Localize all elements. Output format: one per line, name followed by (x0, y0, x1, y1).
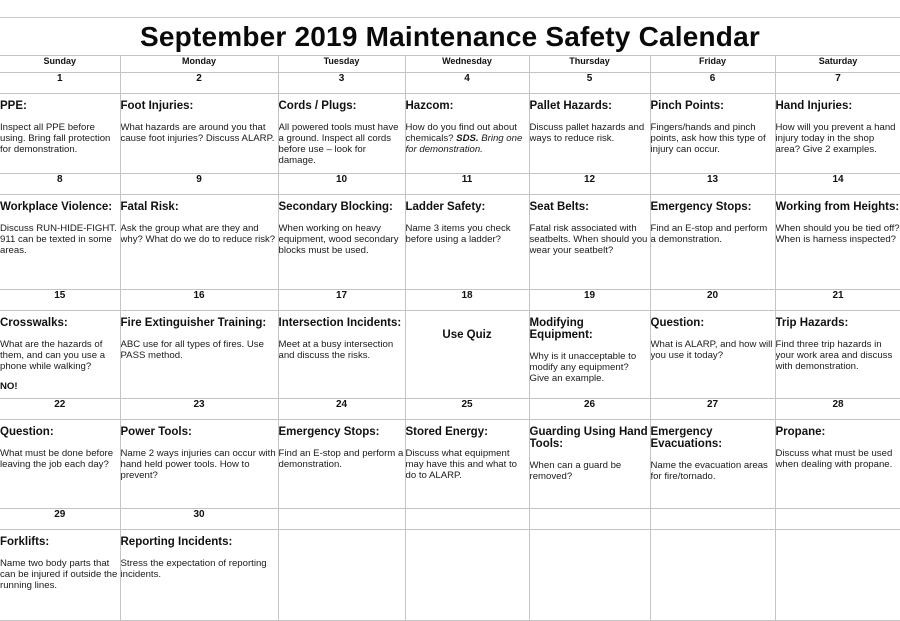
date-number-empty (405, 509, 529, 530)
topic-body: Name the evacuation areas for fire/tornado. (650, 460, 768, 482)
week-4-dates (0, 399, 900, 420)
calendar-grid (0, 55, 900, 621)
topic-heading: Hazcom: (405, 100, 454, 112)
day-cell (0, 311, 120, 399)
date-number: 1 (0, 73, 120, 94)
topic-body: Find three trip hazards in your work area and discuss with demonstration. (775, 339, 893, 372)
empty-day-cell (775, 530, 900, 621)
topic-body: When should you be tied off? When is harness inspected? (775, 223, 900, 245)
weekday-saturday: Saturday (775, 56, 900, 73)
empty-day-cell (405, 530, 529, 621)
date-number: 24 (278, 399, 405, 420)
weekday-wednesday: Wednesday (405, 56, 529, 73)
topic-heading: Ladder Safety: (405, 201, 486, 213)
date-number: 28 (775, 399, 900, 420)
date-number: 10 (278, 174, 405, 195)
topic-body: What hazards are around you that cause foot injuries? Discuss ALARP. (120, 122, 275, 144)
topic-heading: Cords / Plugs: (278, 100, 357, 112)
week-4-content (0, 420, 900, 509)
weekday-sunday: Sunday (0, 56, 120, 73)
topic-body: Meet at a busy intersection and discuss the risks. (278, 339, 394, 361)
date-number: 12 (529, 174, 650, 195)
date-number: 11 (405, 174, 529, 195)
date-number: 6 (650, 73, 775, 94)
topic-heading: Question: (0, 426, 54, 438)
day-cell (120, 420, 278, 509)
topic-heading: Hand Injuries: (775, 100, 853, 112)
topic-answer: NO! (0, 381, 18, 392)
date-number: 15 (0, 290, 120, 311)
topic-heading: PPE: (0, 100, 27, 112)
week-2-content (0, 195, 900, 290)
day-cell (120, 94, 278, 174)
topic-body: What is ALARP, and how will you use it today? (650, 339, 773, 361)
week-1-dates (0, 73, 900, 94)
topic-heading: Intersection Incidents: (278, 317, 402, 329)
date-number: 27 (650, 399, 775, 420)
topic-body: Stress the expectation of reporting incidents. (120, 558, 267, 580)
day-cell (278, 195, 405, 290)
topic-heading: Trip Hazards: (775, 317, 849, 329)
topic-body-italic: Bring one for demonstration. (405, 133, 523, 155)
topic-heading: Modifying Equipment: (529, 317, 593, 341)
topic-heading: Emergency Stops: (278, 426, 380, 438)
date-number: 4 (405, 73, 529, 94)
date-number-empty (775, 509, 900, 530)
day-cell (120, 195, 278, 290)
day-cell (120, 311, 278, 399)
topic-heading: Working from Heights: (775, 201, 900, 213)
topic-body: Why is it unacceptable to modify any equipment? Give an example. (529, 351, 637, 384)
topic-body: Find an E-stop and perform a demonstration. (650, 223, 768, 245)
topic-body-emphasis: SDS. (456, 133, 479, 144)
topic-body: Discuss what equipment may have this and what to do to ALARP. (405, 448, 517, 481)
day-cell (650, 94, 775, 174)
day-cell (405, 311, 529, 399)
day-cell (650, 420, 775, 509)
topic-heading: Power Tools: (120, 426, 192, 438)
weekday-monday: Monday (120, 56, 278, 73)
weekday-tuesday: Tuesday (278, 56, 405, 73)
date-number: 22 (0, 399, 120, 420)
date-number: 18 (405, 290, 529, 311)
topic-body: Discuss what must be used when dealing with propane. (775, 448, 893, 470)
topic-heading: Seat Belts: (529, 201, 589, 213)
topic-heading: Propane: (775, 426, 826, 438)
date-number: 14 (775, 174, 900, 195)
topic-heading: Foot Injuries: (120, 100, 194, 112)
topic-body-text: How do you find out about chemicals? (405, 122, 517, 144)
date-number-empty (529, 509, 650, 530)
topic-heading: Stored Energy: (405, 426, 488, 438)
date-number: 17 (278, 290, 405, 311)
topic-heading: Fatal Risk: (120, 201, 179, 213)
topic-body: Name two body parts that can be injured if outside the running lines. (0, 558, 118, 591)
topic-heading: Fire Extinguisher Training: (120, 317, 267, 329)
day-cell (278, 94, 405, 174)
date-number: 29 (0, 509, 120, 530)
day-cell (775, 420, 900, 509)
weekday-friday: Friday (650, 56, 775, 73)
topic-body: Inspect all PPE before using. Bring fall protection for demonstration. (0, 122, 111, 155)
topic-body: Name 3 items you check before using a ladder? (405, 223, 511, 245)
topic-body: What must be done before leaving the job each day? (0, 448, 114, 470)
date-number: 3 (278, 73, 405, 94)
week-3-content (0, 311, 900, 399)
day-cell (0, 530, 120, 621)
day-cell (775, 195, 900, 290)
date-number-empty (278, 509, 405, 530)
week-5-content (0, 530, 900, 621)
day-cell (529, 311, 650, 399)
date-number: 26 (529, 399, 650, 420)
day-cell (775, 94, 900, 174)
date-number: 8 (0, 174, 120, 195)
day-cell (0, 195, 120, 290)
date-number: 9 (120, 174, 278, 195)
day-cell (529, 94, 650, 174)
topic-body: Find an E-stop and perform a demonstration. (278, 448, 404, 470)
empty-day-cell (650, 530, 775, 621)
topic-body: ABC use for all types of fires. Use PASS method. (120, 339, 264, 361)
page-title: September 2019 Maintenance Safety Calendar (140, 21, 760, 52)
day-cell (0, 420, 120, 509)
date-number: 19 (529, 290, 650, 311)
topic-body: Fingers/hands and pinch points, ask how this type of injury can occur. (650, 122, 766, 155)
date-number: 2 (120, 73, 278, 94)
topic-heading: Secondary Blocking: (278, 201, 393, 213)
topic-heading: Question: (650, 317, 705, 329)
topic-heading: Reporting Incidents: (120, 536, 233, 548)
topic-body: Discuss pallet hazards and ways to reduce risk. (529, 122, 645, 144)
topic-body (406, 122, 529, 155)
week-1-content (0, 94, 900, 174)
date-number: 13 (650, 174, 775, 195)
date-number: 25 (405, 399, 529, 420)
day-cell (650, 311, 775, 399)
date-number: 20 (650, 290, 775, 311)
weekday-header-row (0, 56, 900, 73)
topic-body: When working on heavy equipment, wood secondary blocks must be used. (278, 223, 399, 256)
topic-heading: Use Quiz (442, 329, 492, 341)
day-cell (529, 195, 650, 290)
day-cell (278, 420, 405, 509)
topic-heading: Emergency Evacuations: (650, 426, 723, 450)
topic-body: How will you prevent a hand injury today in the shop area? Give 2 examples. (775, 122, 896, 155)
topic-heading: Forklifts: (0, 536, 50, 548)
empty-day-cell (529, 530, 650, 621)
topic-heading: Guarding Using Hand Tools: (529, 426, 648, 450)
week-2-dates (0, 174, 900, 195)
date-number: 23 (120, 399, 278, 420)
empty-day-cell (278, 530, 405, 621)
day-cell (278, 311, 405, 399)
day-cell (529, 420, 650, 509)
date-number-empty (650, 509, 775, 530)
date-number: 5 (529, 73, 650, 94)
topic-body: Discuss RUN-HIDE-FIGHT. 911 can be texted in some areas. (0, 223, 117, 256)
date-number: 16 (120, 290, 278, 311)
day-cell (775, 311, 900, 399)
topic-heading: Emergency Stops: (650, 201, 752, 213)
topic-body: When can a guard be removed? (529, 460, 622, 482)
topic-body: Fatal risk associated with seatbelts. When should you wear your seatbelt? (529, 223, 648, 256)
topic-body: Name 2 ways injuries can occur with hand held power tools. How to prevent? (120, 448, 276, 481)
day-cell (650, 195, 775, 290)
day-cell (0, 94, 120, 174)
topic-heading: Crosswalks: (0, 317, 68, 329)
date-number: 21 (775, 290, 900, 311)
topic-body: Ask the group what are they and why? What do we do to reduce risk? (120, 223, 276, 245)
date-number: 7 (775, 73, 900, 94)
topic-heading: Pallet Hazards: (529, 100, 612, 112)
day-cell (405, 94, 529, 174)
topic-heading: Workplace Violence: (0, 201, 113, 213)
week-5-dates (0, 509, 900, 530)
week-3-dates (0, 290, 900, 311)
topic-heading: Pinch Points: (650, 100, 724, 112)
day-cell (405, 420, 529, 509)
weekday-thursday: Thursday (529, 56, 650, 73)
day-cell (120, 530, 278, 621)
date-number: 30 (120, 509, 278, 530)
day-cell (405, 195, 529, 290)
topic-body: All powered tools must have a ground. Inspect all cords before use – look for damage. (278, 122, 399, 166)
topic-body: What are the hazards of them, and can you use a phone while walking? (0, 339, 106, 372)
